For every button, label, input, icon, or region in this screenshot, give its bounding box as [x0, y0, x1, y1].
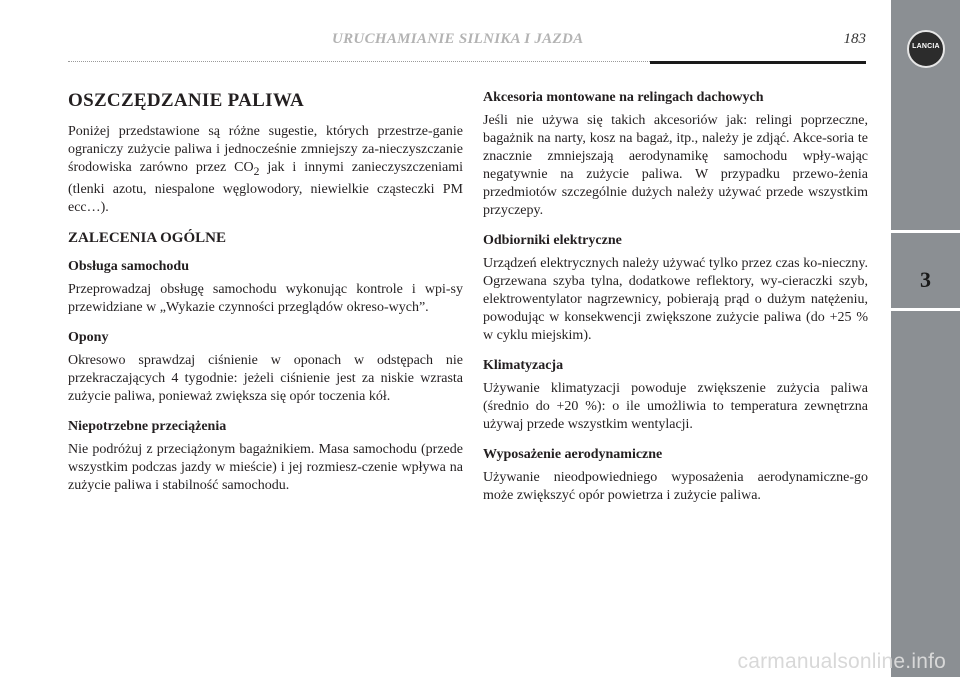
heading-roof-accessories: Akcesoria montowane na relingach dachowych — [483, 90, 764, 105]
section-heading: ZALECENIA OGÓLNE — [68, 229, 226, 246]
intro-text-cont: jak i innymi zanieczyszczeniami (tlenki azotu, niespalone węglowodory, niewielkie cząsteczki PM ecc…). — [68, 160, 463, 215]
intro-text: Poniżej przedstawione są różne sugestie, których przestrze-ganie ograniczy zużycie paliwa i jednocześnie zmniejszy za-nieczyszczanie środowiska zarówno przez CO — [68, 124, 463, 175]
watermark: carmanualsonline.info — [737, 650, 946, 673]
paragraph-tyres: Okresowo sprawdzaj ciśnienie w oponach w odstępach nie przekraczających 4 tygodnie: jeżeli ciśnienie jest za niskie wzrasta zużycie paliwa, ponieważ zwiększa się opór toczenia kół. — [68, 352, 463, 404]
intro-subscript: 2 — [253, 164, 260, 178]
paragraph-air-conditioning: Używanie klimatyzacji powoduje zwiększenie zużycia paliwa (średnio do +20 %): o ile umożliwia to temperatura zewnętrzna używaj przede wszystkim wentylacji. — [483, 381, 868, 432]
right-column — [483, 90, 868, 518]
heading-service: Obsługa samochodu — [68, 258, 189, 274]
page-number: 183 — [843, 31, 866, 47]
sidebar-separator — [891, 230, 960, 233]
header-solid-rule — [650, 61, 866, 64]
heading-electrical: Odbiorniki elektryczne — [483, 233, 622, 248]
paragraph-electrical: Urządzeń elektrycznych należy używać tylko przez czas ko-nieczny. Ogrzewana szyba tylna, dodatkowe reflektory, wy-cieraczki szyb, elektrowentylator nagrzewnicy, pobierają prąd o dużym natężeniu, powodując w konsekwencji zwiększone zużycie paliwa (do +25 % w cyklu miejskim). — [483, 256, 868, 343]
paragraph-service: Przeprowadzaj obsługę samochodu wykonując kontrole i wpi-sy przewidziane w „Wykazie czynności przeglądów okreso-wych”. — [68, 281, 463, 315]
heading-air-conditioning: Klimatyzacja — [483, 358, 564, 373]
left-column — [68, 90, 463, 508]
heading-aerodynamic: Wyposażenie aerodynamiczne — [483, 447, 663, 462]
brand-logo — [907, 30, 945, 68]
paragraph-roof-accessories: Jeśli nie używa się takich akcesoriów jak: relingi poprzeczne, bagażnik na narty, kosz na bagaż, itp., należy je zdjąć. Akce-soria te znacznie zmniejszają aerodynamikę samochodu wpły-wając negatywnie na zużycie paliwa. W przypadku przewo-żenia przedmiotów szczególnie dużych należy używać przede wszystkim przyczepy. — [483, 113, 868, 218]
intro-paragraph — [68, 123, 463, 217]
brand-logo-text: LANCIA — [912, 43, 940, 50]
paragraph-aerodynamic: Używanie nieodpowiedniego wyposażenia aerodynamiczne-go może zwiększyć opór powietrza i zużycie paliwa. — [483, 470, 868, 503]
heading-load: Niepotrzebne przeciążenia — [68, 418, 227, 434]
chapter-number: 3 — [920, 267, 931, 292]
page-title: OSZCZĘDZANIE PALIWA — [68, 90, 305, 111]
heading-tyres: Opony — [68, 329, 109, 345]
chapter-sidebar — [891, 0, 960, 677]
page-header-title: URUCHAMIANIE SILNIKA I JAZDA — [332, 31, 584, 47]
paragraph-load: Nie podróżuj z przeciążonym bagażnikiem. Masa samochodu (przede wszystkim podczas jazdy w mieście) i jej rozmiesz-czenie wpływa na zużycie paliwa i stabilność samochodu. — [68, 441, 463, 493]
sidebar-separator — [891, 308, 960, 311]
